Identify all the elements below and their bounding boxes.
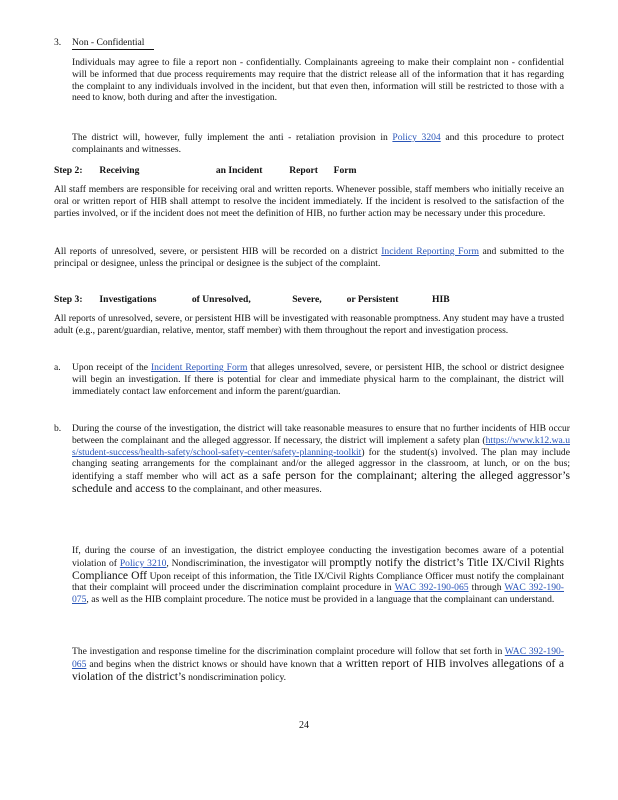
text-run: nondiscrimination policy. [185, 671, 287, 683]
heading-word: an Incident [215, 165, 263, 176]
timeline-paragraph [72, 646, 564, 683]
text-run: through [468, 582, 505, 594]
step3-heading [54, 294, 450, 306]
step2-heading [54, 165, 357, 177]
text-run: promptly notify the district’s Title IX/Civil Rights Compliance Off [72, 555, 564, 582]
heading-word: Report [289, 165, 318, 176]
policy-3204-link[interactable]: Policy 3204 [392, 132, 441, 143]
heading-word: HIB [432, 294, 450, 305]
text-run: During the course of the investigation, the district will take reasonable measures to ensure that no further incidents of HIB occur between the complainant and the alleged aggressor. If necessary, the district will implement a safety plan ( [72, 423, 570, 446]
paragraph-text [72, 545, 564, 606]
paragraph-text: Individuals may agree to file a report non - confidentially. Complainants agreeing to make their complaint non - confidential will be informed that due process requirements may require that the district release all of the information that it has regarding the complaint to any individuals involved in the incident, but that even then, information will still be restricted to those with a need to know, both during and after the investigation. [72, 57, 564, 104]
heading-word: Investigations [99, 294, 157, 305]
list-marker: a. [54, 362, 61, 373]
text-run: The investigation and response timeline for the discrimination complaint procedure will follow that set forth in [72, 646, 505, 657]
list-item-a [72, 362, 564, 397]
paragraph-text: All staff members are responsible for receiving oral and written reports. Whenever possible, staff members who initially receive an oral or written report of HIB shall attempt to resolve the incident immediately. If the incident is resolved to the satisfaction of the parties involved, or if the incident does not meet the definition of HIB, no further action may be necessary under this procedure. [54, 184, 564, 219]
text-run: Upon receipt of this information, the Title IX/Civil Rights Compliance Officer must notify the complainant that their complaint will proceed under the discrimination complaint procedure in [72, 570, 564, 594]
text-run: act as a safe person for the complainant; altering the alleged aggressor’s schedule and access to [72, 469, 570, 495]
text-run: that alleges unresolved, severe, or persistent HIB, the school or district designee will begin an investigation. If there is potential for clear and immediate physical harm to the complainant, the district will immediately contact law enforcement and inform the parent/guardian. [72, 362, 564, 397]
text-run: The district will, however, fully implement the anti - retaliation provision in [72, 132, 393, 143]
text-run: All reports of unresolved, severe, or persistent HIB will be recorded on a district [54, 246, 382, 257]
non-confidential-paragraph [72, 57, 564, 104]
paragraph-text [72, 423, 570, 496]
text-run: , Nondiscrimination, the investigator will [166, 557, 330, 569]
paragraph-text [72, 132, 564, 156]
incident-reporting-form-link[interactable]: Incident Reporting Form [381, 246, 479, 257]
section-number: 3. [54, 37, 62, 48]
heading-word: of Unresolved, [191, 294, 251, 305]
wac-392-190-075-link[interactable]: WAC 392-190-075 [72, 582, 565, 606]
incident-reporting-form-link[interactable]: Incident Reporting Form [150, 362, 248, 373]
text-run: and submitted to the principal or designee, unless the principal or designee is the subject of the complaint. [54, 246, 564, 269]
step2-reporting-paragraph [54, 246, 564, 270]
heading-word: Form [333, 165, 357, 176]
wac-392-190-065-link[interactable]: WAC 392-190-065 [72, 646, 565, 670]
text-run: the complainant, and other measures. [176, 483, 322, 495]
section-title: Non - Confidential [72, 37, 154, 50]
page-number: 24 [299, 720, 309, 731]
heading-word: Receiving [99, 165, 140, 176]
step3-paragraph [54, 313, 564, 337]
safety-plan-link[interactable]: https://www.k12.wa.us/student-success/health-safety/school-safety-center/safety-planning-toolkit [72, 434, 570, 458]
text-run: , as well as the HIB complaint procedure. The notice must be provided in a language that the complainant can understand. [86, 594, 555, 606]
paragraph-text [72, 362, 564, 397]
heading-word: Step 2: [54, 165, 83, 176]
heading-word: or Persistent [346, 294, 399, 305]
heading-word: Step 3: [54, 294, 83, 305]
paragraph-text: All reports of unresolved, severe, or persistent HIB will be investigated with reasonable promptness. Any student may have a trusted adult (e.g., parent/guardian, relative, mentor, staff member) with them throughout the report and investigation process. [54, 313, 564, 336]
text-run: and this procedure to protect complainants and witnesses. [72, 132, 564, 155]
list-item-b [72, 423, 570, 496]
list-marker: b. [54, 423, 62, 434]
step2-paragraph [54, 184, 564, 219]
paragraph-text [54, 246, 564, 270]
text-run: If, during the course of an investigation, the district employee conducting the investigation becomes aware of a potential violation of [72, 545, 564, 569]
wac-392-190-065-link[interactable]: WAC 392-190-065 [394, 582, 469, 594]
text-run: ) for the student(s) involved. The plan may include changing seating arrangements for the complainant and/or the alleged aggressor in the classroom, at lunch, or on the bus; identifying a staff member who will [72, 446, 570, 483]
anti-retaliation-paragraph [72, 132, 564, 156]
title-ix-paragraph [72, 545, 564, 606]
policy-3210-link[interactable]: Policy 3210 [119, 557, 167, 569]
heading-word: Severe, [292, 294, 322, 305]
text-run: a written report of HIB involves allegations of a violation of the district’s [72, 656, 564, 683]
text-run: Upon receipt of the [72, 362, 151, 373]
paragraph-text [72, 646, 564, 683]
text-run: and begins when the district knows or should have known that [86, 658, 337, 670]
